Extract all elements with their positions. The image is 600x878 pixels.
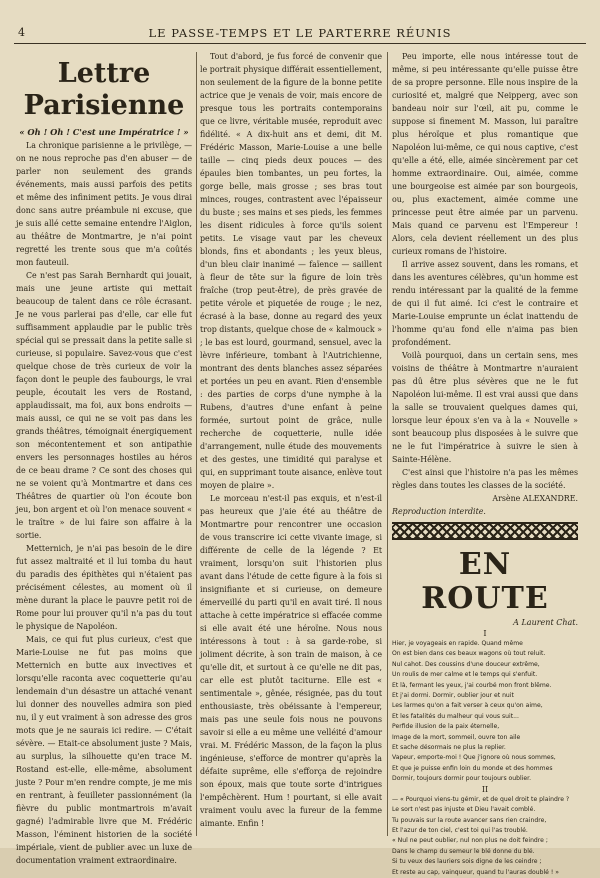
poem-line: Les larmes qu'on a fait verser à ceux qu'on aime, [392,702,543,710]
paragraph: Tout d'abord, je fus forcé de convenir que le portrait physique différait essentiellement, non seulement de la figure de la bonne petite actrice que je venais de voir, mais encore de presque tous les portraits contemporains que ce livre, véritable musée, reproduit avec fidélité. « A dix-huit ans et demi, dit M. Frédéric Masson, Marie-Louise a une belle taille — cinq pieds deux pouces — des épaules bien tombantes, un peu fortes, la gorge belle, mais grosse ; ses bras tout minces, rouges, contrastent avec l'épaisseur du buste ; ses mains et ses pieds, les femmes les disent ridicules à force qu'ils soient petits. Le visage vaut par les cheveux blonds, fins et abondants ; les yeux bleus, d'un bleu clair inanimé — faïence — saillent à fleur de tête sur la figure de loin très fraîche (trop peut-être), de près gravée de petite vérole et piquetée de rouge ; le nez, écrasé à la base, donne au regard des yeux trop distants, quelque chose de « kalmouck » ; le bas est lourd, gourmand, sensuel, avec la lèvre inférieure, tombant à l'Autrichienne, montrant des dents blanches assez séparées et portées un peu en avant. Rien d'ensemble : des parties de corps d'une nymphe à la Rubens, d'autres d'une enfant à peine formée, surtout point de grâce, nulle recherche de coquetterie, nulle idée d'arrangement, nulle étude des mouvements et des gestes, une timidité qui paralyse et qui, en supprimant toute aisance, enlève tout moyen de plaire ». [200,52,383,490]
column-divider-2 [387,52,388,836]
reproduction-notice: Reproduction interdite. [392,507,486,516]
page-header [14,26,586,42]
ornamental-band [392,522,578,540]
poem-line: Un roulis de mer calme et le temps qui s'enfuit. [392,671,538,679]
column-2 [200,50,382,840]
paragraph: Il arrive assez souvent, dans les romans, et dans les aventures célèbres, qu'un homme est rendu intéressant par la qualité de la femme de qui il fut aimé. Ici c'est le contraire et Marie-Louise emprunte un éclat inattendu de l'homme qu'au fond elle n'aima pas bien profondément. [392,260,578,347]
article-title: Lettre Parisienne [23,58,185,121]
poem-stanza-1 [392,639,578,785]
poem-line: — « Pourquoi viens-tu gémir, et de quel droit te plaindre ? [392,795,570,803]
poem-line: Et reste au cap, vainqueur, quand tu l'auras doublé ! » [392,868,559,876]
poem-line: Et sache désormais ne plus la replier. [392,744,506,752]
column-3 [392,50,578,876]
poem-line: Et l'azur de ton ciel, c'est toi qui l'as troublé. [392,826,528,834]
poem-dedication: A Laurent Chat. [513,618,578,627]
poem-title: EN ROUTE [421,547,549,616]
paragraph: C'est ainsi que l'histoire n'a pas les mêmes règles dans toutes les classes de la société. [392,468,578,490]
poem-line: Perfide illusion de la paix éternelle, [392,723,500,731]
poem-line: Image de la mort, sommeil, ouvre ton aile [392,733,521,741]
header-rule [14,43,586,44]
page-number: 4 [18,26,25,39]
poem-line: Le sort n'est pas injuste et Dieu l'avait comblé. [392,806,536,814]
column-divider-1 [196,52,197,836]
poem-line: Dormir, toujours dormir pour toujours oublier. [392,775,532,783]
paragraph: Ce n'est pas Sarah Bernhardt qui jouait, mais une jeune artiste qui mettait beaucoup de talent dans ce rôle écrasant. Je ne vous parlerai pas d'elle, car elle fut suffisamment applaudie par le public très spécial qui se pressait dans la petite salle si curieuse, si populaire. Savez-vous que c'est quelque chose de très curieux de voir la façon dont le peuple des faubourgs, le vrai peuple, écoutait les vers de Rostand, applaudissait, ma foi, aux bons endroits — mais aussi, ce qui ne se voit pas dans les grands théâtres, témoignait énergiquement son mécontentement et son antipathie envers les personnages hostiles au héros de ce beau drame ? Ce sont des choses qui ne se voient qu'à Montmartre et dans ces Théâtres de quartier où l'on écoute bon jeu, bon argent et où l'on menace souvent « le traître » de lui faire son affaire à la sortie. [16,271,192,540]
poem-line: On est bien dans ces beaux wagons où tout reluit. [392,650,546,658]
poem-stanza-2 [392,795,578,878]
poem-line: Vapeur, emporte-moi ! Que j'ignore où nous sommes, [392,754,556,762]
paragraph: La chronique parisienne a le privilège, — on ne nous reproche pas d'en abuser — de parler non seulement des grands événements, mais aussi parfois des petits et même des infiniment petits. Je vous dirai donc sans autre préambule ni excuse, que je suis allé cette semaine entendre l'Aiglon, au théâtre de Montmartre, je n'ai point regretté les trente sous que m'a coûtés mon fauteuil. [16,141,192,267]
poem-line: Et que je puisse enfin loin du monde et des hommes [392,764,553,772]
poem-line: Et là, fermant les yeux, j'ai courbé mon front blême. [392,681,552,689]
article-subtitle: « Oh ! Oh ! C'est une Impératrice ! » [19,127,189,137]
publication-title: LE PASSE-TEMPS ET LE PARTERRE RÉUNIS [148,26,452,40]
poem-line: Nul cahot. Des coussins d'une douceur extrême, [392,660,540,668]
poem-line: Dans le champ du semeur le blé donne du blé. [392,847,535,855]
paragraph: Metternich, je n'ai pas besoin de le dire fut assez maltraité et il lui tomba du haut du paradis des épithètes qui n'étaient pas précisément célestes, au moment où il mène durant la place le pauvre petit roi de Rome pour lui prouver qu'il n'a pas du tout le physique de Napoléon. [16,544,192,631]
poem-line: Si tu veux des lauriers sois digne de les ceindre ; [392,858,542,866]
paragraph: Voilà pourquoi, dans un certain sens, mes voisins de théâtre à Montmartre n'auraient pas dû être plus sévères que ne le fut Napoléon lui-même. Il est vrai aussi que dans la salle se trouvaient quelques dames qui, lorsque leur époux s'en va à la « Nouvelle » sont beaucoup plus disposées à le suivre que ne le fut l'impératrice à suivre le sien à Sainte-Hélène. [392,351,578,464]
poem-line: Hier, je voyageais en rapide. Quand même [392,640,523,647]
paragraph: Peu importe, elle nous intéresse tout de même, si peu intéressante qu'elle puisse être de sa propre personne. Elle nous inspire de la curiosité et, malgré que Neipperg, avec son bandeau noir sur l'œil, ait pu, comme le suppose si finement M. Masson, lui paraître plus héroïque et plus romantique que Napoléon lui-même, ce qui nous captive, c'est qu'elle a été, elle, aimée sincèrement par cet homme extraordinaire. Oui, aimée, comme une bourgeoise est aimée par son bourgeois, ou, plus exactement, aimée comme une princesse peut être aimée par un parvenu. Mais quand ce parvenu est l'Empereur ! Alors, cela devient réellement un des plus curieux romans de l'histoire. [392,52,578,256]
poem-line: « Nul ne peut oublier, nul non plus ne doit feindre ; [392,837,548,845]
column-1 [16,50,192,865]
poem-line: Et j'ai dormi. Dormir, oublier jour et nuit [392,692,514,700]
paragraph: Mais, ce qui fut plus curieux, c'est que Marie-Louise ne fut pas moins que Metternich en butte aux invectives et lorsqu'elle raconta avec coquetterie qu'au lendemain d'un désastre un attaché venant lui donner des nouvelles admira son pied nu, il y eut vraiment à son adresse des gros mots que je ne saurais ici redire. — C'était sévère. — Etait-ce absolument juste ? Mais, au surplus, la silhouette qu'en trace M. Rostand est-elle, elle-même, absolument juste ? Pour m'en rendre compte, je me mis en rentrant, à feuilleter passionnément (la fièvre du public montmartrois m'avait gagné) l'admirable livre que M. Frédéric Masson, l'éminent historien de la société impériale, vient de publier avec un luxe de documentation vraiment extraordinaire. [16,635,192,865]
stanza-number: I [483,629,487,638]
signature: Arsène ALEXANDRE. [492,494,578,503]
poem-line: Tu pouvais sur la route avancer sans rien craindre, [392,816,547,824]
stanza-number: II [481,784,489,794]
paragraph: Le morceau n'est-il pas exquis, et n'est-il pas heureux que j'aie été au théâtre de Montmartre pour rencontrer une occasion de vous transcrire ici cette vivante image, si différente de celle de la légende ? Et vraiment, lorsqu'on suit l'historien plus avant dans l'étude de cette figure à la fois si insignifiante et si curieuse, on demeure émerveillé du parti qu'il en avait tiré. Il nous attache à cette impératrice si effacée comme si elle avait été une héroïne. Nous nous intéressons à tout : à sa garde-robe, si joliment décrite, à son train de maison, à ce qu'elle dit, et surtout à ce qu'elle ne dit pas, car elle est plutôt taciturne. Elle est « sentimentale », gênée, résignée, pas du tout enthousiaste, très obéissante à l'empereur, mais pas une seule fois nous ne pouvons savoir si elle a eu même une velléité d'amour vrai. M. Frédéric Masson, de la façon la plus ingénieuse, s'efforce de montrer qu'après la défaite suprême, elle s'efforça de rejoindre son époux, mais que toute sorte d'intrigues l'empêchèrent. Hum ! pourtant, si elle avait vraiment voulu avec la fureur de la femme aimante. Enfin ! [200,494,382,828]
poem-line: Et les fatalités du malheur qui vous suit... [392,712,519,720]
